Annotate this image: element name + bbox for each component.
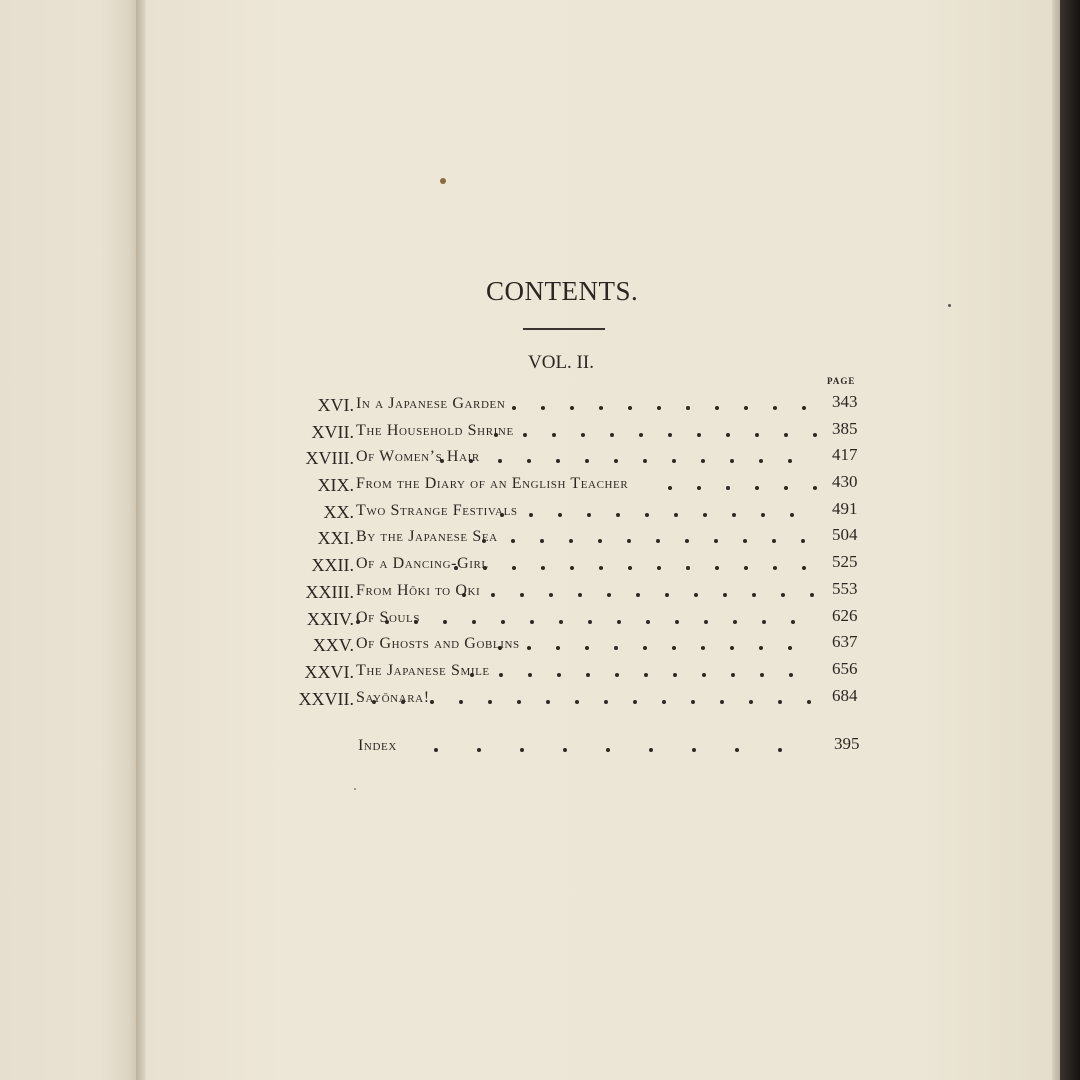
contents-entry (260, 392, 880, 419)
page-column-label: PAGE (827, 376, 856, 386)
leader-dot (434, 748, 438, 752)
leader-dot (529, 513, 533, 517)
chapter-page-number: 525 (832, 552, 858, 572)
leader-dot (570, 566, 574, 570)
leader-dot (627, 539, 631, 543)
leader-dot (730, 646, 734, 650)
contents-entry (260, 499, 880, 526)
leader-dot (578, 593, 582, 597)
leader-dot (585, 459, 589, 463)
leader-dot (443, 620, 447, 624)
leader-dot (598, 539, 602, 543)
leader-dot (527, 459, 531, 463)
index-page-number: 395 (834, 734, 860, 753)
leader-dots (356, 610, 828, 630)
leader-dot (528, 673, 532, 677)
leader-dot (644, 673, 648, 677)
leader-dot (720, 700, 724, 704)
leader-dot (788, 459, 792, 463)
index-entry (356, 734, 876, 760)
leader-dot (615, 673, 619, 677)
leader-dot (614, 459, 618, 463)
leader-dot (759, 646, 763, 650)
leader-dot (477, 748, 481, 752)
leader-dot (430, 700, 434, 704)
leader-dot (570, 406, 574, 410)
leader-dot (520, 748, 524, 752)
chapter-page-number: 553 (832, 578, 858, 598)
leader-dot (802, 566, 806, 570)
leader-dot (657, 406, 661, 410)
leader-dot (672, 459, 676, 463)
leader-dot (563, 748, 567, 752)
contents-entry (260, 606, 880, 633)
leader-dot (556, 459, 560, 463)
leader-dot (726, 433, 730, 437)
leader-dot (586, 673, 590, 677)
leader-dot (701, 646, 705, 650)
leader-dot (646, 620, 650, 624)
leader-dot (491, 593, 495, 597)
leader-dot (732, 513, 736, 517)
leader-dot (759, 459, 763, 463)
leader-dot (802, 406, 806, 410)
leader-dot (723, 593, 727, 597)
chapter-page-number: 430 (832, 472, 858, 492)
leader-dot (636, 593, 640, 597)
chapter-numeral: XXIV. (306, 608, 354, 629)
leader-dot (546, 700, 550, 704)
leader-dot (549, 593, 553, 597)
leader-dot (692, 748, 696, 752)
leader-dot (668, 433, 672, 437)
chapter-numeral: XXVI. (304, 661, 354, 682)
leader-dot (552, 433, 556, 437)
leader-dot (714, 539, 718, 543)
leader-dot (772, 539, 776, 543)
leader-dot (512, 566, 516, 570)
leader-dot (801, 539, 805, 543)
leader-dot (697, 433, 701, 437)
leader-dot (643, 459, 647, 463)
leader-dot (673, 673, 677, 677)
contents-list (260, 392, 880, 712)
leader-dot (781, 593, 785, 597)
leader-dot (762, 620, 766, 624)
leader-dot (755, 433, 759, 437)
leader-dot (788, 646, 792, 650)
leader-dot (773, 406, 777, 410)
contents-entry (260, 579, 880, 606)
leader-dot (559, 620, 563, 624)
leader-dot (527, 646, 531, 650)
leader-dot (668, 486, 672, 490)
leader-dot (617, 620, 621, 624)
leader-dot (749, 700, 753, 704)
leader-dot (459, 700, 463, 704)
volume-label: VOL. II. (528, 352, 594, 373)
leader-dot (558, 513, 562, 517)
leader-dot (685, 539, 689, 543)
leader-dot (686, 566, 690, 570)
chapter-page-number: 491 (832, 498, 858, 518)
chapter-page-number: 343 (832, 392, 858, 411)
leader-dot (643, 646, 647, 650)
leader-dot (599, 566, 603, 570)
leader-dot (697, 486, 701, 490)
leader-dot (704, 620, 708, 624)
book-cover-edge (1060, 0, 1080, 1080)
chapter-numeral: XXV. (312, 635, 354, 656)
leader-dot (755, 486, 759, 490)
leader-dot (633, 700, 637, 704)
chapter-numeral: XXI. (317, 528, 354, 549)
chapter-numeral: XVI. (317, 395, 354, 415)
leader-dot (511, 539, 515, 543)
leader-dot (791, 620, 795, 624)
leader-dot (498, 459, 502, 463)
leader-dot (581, 433, 585, 437)
chapter-title: Of Ghosts and Goblins (356, 635, 520, 653)
chapter-title: Of Women’s Hair (356, 448, 480, 466)
leader-dot (512, 406, 516, 410)
leader-dot (773, 566, 777, 570)
leader-dot (541, 406, 545, 410)
chapter-page-number: 504 (832, 525, 858, 545)
chapter-numeral: XIX. (317, 475, 354, 496)
paper-speck (440, 178, 446, 184)
leader-dot (813, 433, 817, 437)
leader-dot (744, 406, 748, 410)
paper-speck (948, 304, 951, 307)
leader-dot (656, 539, 660, 543)
leader-dot (760, 673, 764, 677)
leader-dot (530, 620, 534, 624)
left-page (0, 0, 140, 1080)
leader-dot (616, 513, 620, 517)
chapter-title: The Japanese Smile (356, 661, 490, 679)
chapter-numeral: XXII. (311, 555, 354, 576)
leader-dot (610, 433, 614, 437)
leader-dot (672, 646, 676, 650)
chapter-page-number: 417 (832, 445, 858, 465)
leader-dot (628, 406, 632, 410)
page-edge (1052, 0, 1060, 1080)
leader-dot (556, 646, 560, 650)
leader-dot (752, 593, 756, 597)
leader-dot (743, 539, 747, 543)
leader-dot (557, 673, 561, 677)
leader-dot (588, 620, 592, 624)
leader-dot (628, 566, 632, 570)
chapter-page-number: 626 (832, 605, 858, 625)
chapter-title: Sayōnara! (356, 688, 430, 706)
chapter-page-number: 656 (832, 658, 858, 678)
index-leader-dots (426, 738, 816, 758)
leader-dot (726, 486, 730, 490)
chapter-title: Of a Dancing-Girl (356, 555, 489, 573)
leader-dot (674, 513, 678, 517)
leader-dot (472, 620, 476, 624)
contents-entry (260, 659, 880, 686)
chapter-title: In a Japanese Garden (356, 395, 506, 412)
leader-dot (523, 433, 527, 437)
leader-dot (569, 539, 573, 543)
chapter-title: From the Diary of an English Teacher (356, 475, 629, 493)
leader-dot (778, 700, 782, 704)
chapter-title: Of Souls (356, 608, 421, 626)
chapter-numeral: XVIII. (305, 448, 354, 469)
chapter-title: The Household Shrine (356, 421, 514, 439)
leader-dot (715, 406, 719, 410)
leader-dot (501, 620, 505, 624)
leader-dot (657, 566, 661, 570)
leader-dot (587, 513, 591, 517)
leader-dot (686, 406, 690, 410)
contents-entry (260, 472, 880, 499)
leader-dot (694, 593, 698, 597)
leader-dot (662, 700, 666, 704)
leader-dot (761, 513, 765, 517)
leader-dot (541, 566, 545, 570)
leader-dot (701, 459, 705, 463)
chapter-numeral: XXIII. (305, 581, 354, 602)
leader-dot (575, 700, 579, 704)
leader-dot (778, 748, 782, 752)
chapter-title: By the Japanese Sea (356, 528, 498, 546)
leader-dot (703, 513, 707, 517)
leader-dot (784, 433, 788, 437)
leader-dot (813, 486, 817, 490)
contents-entry (260, 686, 880, 713)
leader-dot (614, 646, 618, 650)
chapter-numeral: XX. (323, 501, 354, 522)
leader-dot (744, 566, 748, 570)
contents-entry (260, 419, 880, 446)
leader-dot (607, 593, 611, 597)
contents-heading: CONTENTS. (486, 276, 639, 306)
leader-dot (649, 748, 653, 752)
leader-dot (702, 673, 706, 677)
leader-dot (810, 593, 814, 597)
leader-dot (639, 433, 643, 437)
chapter-numeral: XVII. (311, 421, 354, 442)
contents-entry (260, 445, 880, 472)
contents-entry (260, 632, 880, 659)
leader-dot (691, 700, 695, 704)
leader-dot (675, 620, 679, 624)
contents-entry (260, 552, 880, 579)
chapter-page-number: 684 (832, 685, 858, 705)
leader-dot (520, 593, 524, 597)
leader-dot (540, 539, 544, 543)
index-title: Index (358, 737, 397, 754)
leader-dot (715, 566, 719, 570)
chapter-title: Two Strange Festivals (356, 501, 518, 519)
leader-dot (585, 646, 589, 650)
leader-dot (735, 748, 739, 752)
chapter-title: From Hōki to Oki (356, 581, 481, 599)
leader-dot (488, 700, 492, 704)
leader-dot (733, 620, 737, 624)
leader-dot (517, 700, 521, 704)
chapter-numeral: XXVII. (298, 688, 354, 709)
leader-dot (731, 673, 735, 677)
leader-dot (604, 700, 608, 704)
paper-speck (354, 788, 356, 790)
leader-dot (789, 673, 793, 677)
contents-entry (260, 525, 880, 552)
leader-dot (790, 513, 794, 517)
chapter-page-number: 637 (832, 632, 858, 652)
leader-dot (499, 673, 503, 677)
chapter-page-number: 385 (832, 418, 858, 438)
leader-dot (665, 593, 669, 597)
leader-dot (807, 700, 811, 704)
leader-dot (606, 748, 610, 752)
leader-dot (645, 513, 649, 517)
leader-dot (599, 406, 603, 410)
leader-dot (730, 459, 734, 463)
leader-dot (784, 486, 788, 490)
heading-rule (523, 328, 605, 330)
